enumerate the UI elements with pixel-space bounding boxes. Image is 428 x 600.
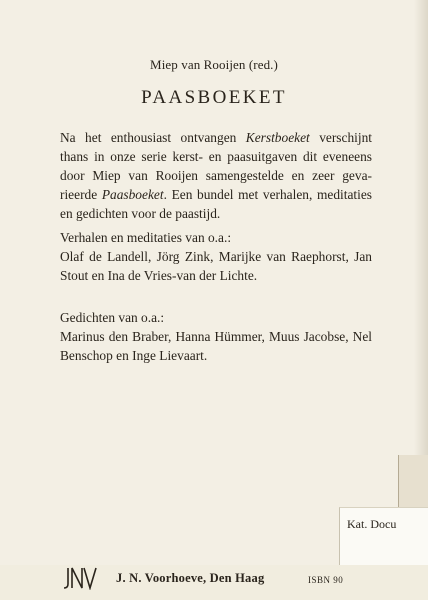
publisher-logo-icon	[62, 566, 98, 590]
publisher-name: J. N. Voorhoeve, Den Haag	[116, 571, 265, 585]
intro-text-1: Na het enthousiast ontvangen	[60, 130, 246, 145]
intro-paragraph	[60, 128, 372, 223]
stories-heading: Verhalen en meditaties van o.a.:	[60, 230, 232, 245]
intro-text-2: verschijnt thans in onze serie kerst- en paasuitgaven dit eveneens door Miep van Rooijen samengestelde en zeer gevarieerde	[60, 130, 372, 202]
sticker-label: Kat. Docu	[347, 517, 397, 531]
library-sticker	[339, 507, 428, 566]
intro-text-3: . Een bundel met verhalen, meditaties en gedichten voor de paastijd.	[60, 187, 373, 221]
editor-line: Miep van Rooijen (red.)	[150, 57, 278, 72]
isbn-label: ISBN 90	[308, 575, 344, 585]
kerstboeket-title: Kerstboeket	[245, 130, 310, 145]
poems-heading: Gedichten van o.a.:	[60, 310, 165, 325]
paasboeket-title: Paasboeket	[101, 187, 164, 202]
poems-authors: Marinus den Braber, Hanna Hümmer, Muus Jacobse, Nel Benschop en Inge Lievaart.	[60, 329, 372, 363]
poems-section	[60, 308, 372, 365]
stories-section	[60, 228, 372, 285]
stories-authors: Olaf de Landell, Jörg Zink, Marijke van Raephorst, Jan Stout en Ina de Vries-van der Lichte.	[60, 249, 372, 283]
book-title: PAASBOEKET	[141, 87, 287, 108]
